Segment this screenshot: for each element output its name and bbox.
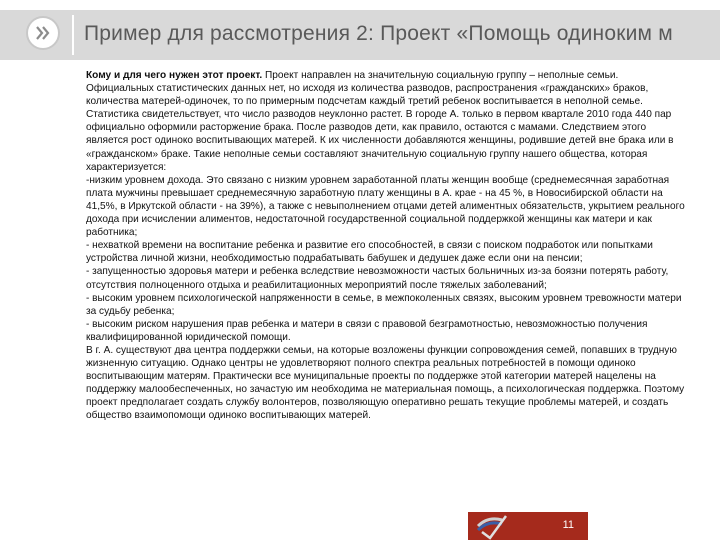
paragraph-psychological-tension: - высоким уровнем психологической напряженности в семье, в межпоколенных связях, высоким уровнем тревожности матери за судьбу ребенка; [86,292,682,317]
paragraph-support-centers: В г. А. существуют два центра поддержки семьи, на которые возложены функции сопровождения семей, попавших в трудную жизненную ситуацию. Однако центры не удовлетворяют полного спектра реальных потребностей в помощи одиноко воспитывающим матерям. Практически все муниципальные проекты по поддержке этой категории матерей нацелены на поддержку малообеспеченных, но зачастую им необходима не материальная помощь, а психологическая поддержка. Поэтому проект предполагает создать службу волонтеров, позволяющую оперативно решать текущие проблемы матерей, и создать общество взаимопомощи одиноко воспитывающих матерей. [86,344,685,422]
paragraph-legal-risk: - высоким риском нарушения прав ребенка и матери в связи с правовой безграмотностью, невозможностью получения квалифицированной юридической помощи. [86,318,648,343]
intro-paragraph [86,69,686,174]
double-chevron-right-icon [26,16,60,50]
intro-text: Проект направлен на значительную социальную группу – неполные семьи. Официальных статистических данных нет, но исходя из количества разводов, распространения «гражданских» браков, количества матерей-одиночек, то по примерным подсчетам каждый третий ребенок воспитывается в неполной семье. Статистика свидетельствует, что число разводов неуклонно растет. В городе А. только в первом квартале 2010 года 440 пар официально оформили расторжение брака. После разводов дети, как правило, остаются с мамами. Следствием этого является рост одиноко воспитывающих матерей. К их численности добавляются женщины, родившие детей вне брака или в «гражданском» браке. Такие неполные семьи составляют значительную социальную группу нашего общества, которая характеризуется: [86,70,674,173]
slide-title: Пример для рассмотрения 2: Проект «Помощь одиноким м [84,22,673,45]
checkmark-logo-icon [472,512,512,540]
paragraph-low-income: -низким уровнем дохода. Это связано с низким уровнем заработанной платы женщин вообще (среднемесячная заработная плата мужчины превышает среднемесячную заработную плату женщины в А. крае - на 45 %, в Новосибирской области на 41,5%, в Иркутской области - на 39%), а также с невыполнением отцами детей алиментных обязательств, укрытием реального дохода при исчислении алиментов, недостаточной государственной социальной поддержкой женщины как матери и как работника; [86,174,685,239]
page-number: 11 [562,519,574,531]
body-text [86,69,686,423]
intro-heading: Кому и для чего нужен этот проект. [86,70,263,81]
paragraph-health: - запущенностью здоровья матери и ребенка вследствие невозможности частых больничных из-за боязни потерять работу, отсутствия полноценного отдыха и реабилитационных мероприятий после тяжелых заболеваний; [86,266,669,291]
footer-bar [468,512,588,540]
slide-header [0,10,720,60]
header-divider [72,15,74,55]
paragraph-lack-of-time: - нехваткой времени на воспитание ребенка и развитие его способностей, в связи с поиском подработок или попытками устройства личной жизни, необходимостью подрабатывать бабушек и дедушек даже если они на пенсии; [86,240,653,265]
